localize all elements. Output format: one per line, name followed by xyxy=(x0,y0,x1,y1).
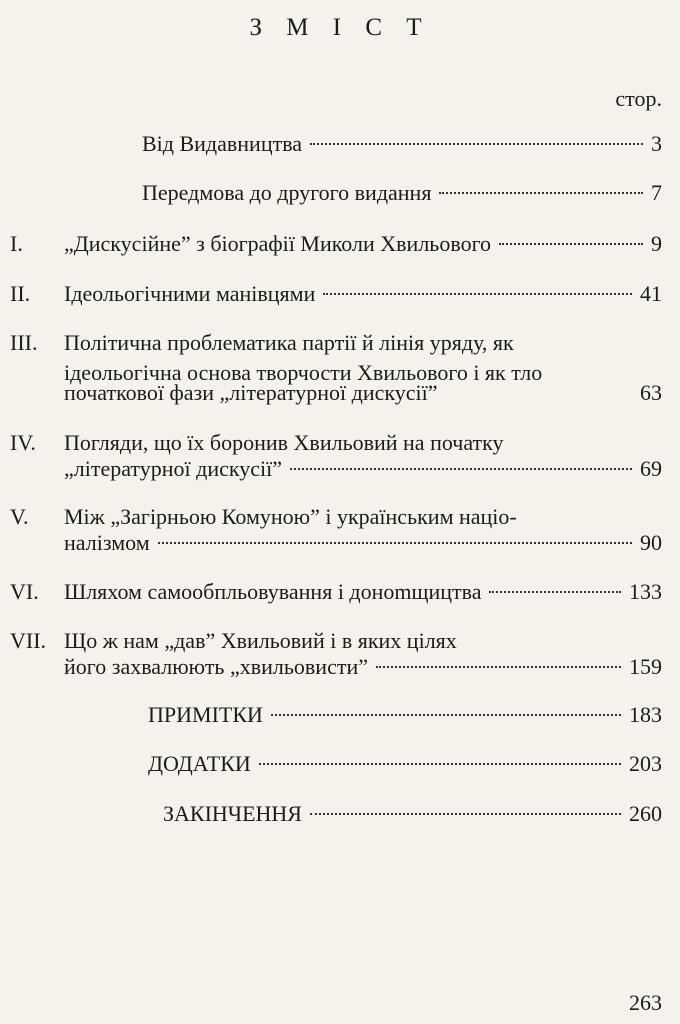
leader-dots xyxy=(158,542,632,544)
toc-entry-v-last[interactable] xyxy=(64,528,662,558)
chapter-number: VI. xyxy=(10,579,39,604)
toc-entry-zakinchennia[interactable] xyxy=(163,799,662,829)
chapter-number: IV. xyxy=(10,430,36,455)
toc-entry-page: 133 xyxy=(629,579,662,604)
leader-dots xyxy=(310,143,643,145)
toc-entry-text: Передмова до другого видання xyxy=(142,180,432,205)
toc-entry-text: налізмом xyxy=(64,530,150,555)
chapter-number: V. xyxy=(10,504,29,529)
leader-dots xyxy=(323,293,632,295)
toc-entry-text: Шляхом самообпльовування і доноmщицтва xyxy=(64,579,482,604)
page-column-label: стор. xyxy=(615,86,662,111)
toc-entry-text: Від Видавництва xyxy=(142,131,303,156)
toc-entry-peredmova[interactable] xyxy=(142,178,662,208)
toc-entry-ii[interactable] xyxy=(64,279,662,309)
page-number: 263 xyxy=(629,990,662,1015)
toc-entry-text: ДОДАТКИ xyxy=(148,751,251,776)
toc-entry-text: Ідеольогічними манівцями xyxy=(64,281,316,306)
toc-entry-vi[interactable] xyxy=(64,577,662,607)
toc-entry-page: 90 xyxy=(640,530,662,555)
toc-entry-text: „літературної дискусії” xyxy=(64,456,283,481)
leader-dots xyxy=(259,763,621,765)
toc-entry-line: ідеольогічна основа творчости Хвильового і як тло xyxy=(64,360,543,385)
toc-entry-page: 9 xyxy=(651,231,662,256)
toc-entry-page: 3 xyxy=(651,131,662,156)
chapter-number: I. xyxy=(10,231,23,256)
toc-entry-text: „Дискусійне” з біографії Миколи Хвильового xyxy=(64,231,492,256)
chapter-number: II. xyxy=(10,281,31,306)
toc-entry-vii-last[interactable] xyxy=(64,652,662,682)
toc-entry-iii-last[interactable] xyxy=(64,378,662,408)
leader-dots xyxy=(376,666,621,668)
toc-entry-page: 203 xyxy=(629,751,662,776)
toc-entry-page: 260 xyxy=(629,801,662,826)
toc-entry-text: його захвалюють „хвильовисти” xyxy=(64,654,368,679)
toc-entry-prymitky[interactable] xyxy=(148,700,662,730)
toc-entry-dodatky[interactable] xyxy=(148,749,662,779)
toc-entry-line: Між „Загірньою Комуною” і українським націо- xyxy=(64,504,517,529)
leader-dots xyxy=(271,714,621,716)
page-title: З М І С Т xyxy=(249,14,431,41)
leader-dots xyxy=(310,813,621,815)
toc-entry-page: 63 xyxy=(640,380,662,405)
toc-entry-line: Політична проблематика партії й лінія уряду, як xyxy=(64,330,514,355)
chapter-number: III. xyxy=(10,330,38,355)
toc-entry-text: ПРИМІТКИ xyxy=(148,702,263,727)
toc-entry-page: 159 xyxy=(629,654,662,679)
leader-dots xyxy=(290,468,632,470)
leader-dots xyxy=(499,243,643,245)
toc-entry-iv-last[interactable] xyxy=(64,454,662,484)
toc-entry-line: Погляди, що їх боронив Хвильовий на початку xyxy=(64,430,504,455)
toc-entry-i[interactable] xyxy=(64,229,662,259)
toc-entry-page: 41 xyxy=(640,281,662,306)
toc-entry-vid[interactable] xyxy=(142,129,662,159)
toc-entry-text: ЗАКІНЧЕННЯ xyxy=(163,801,302,826)
toc-entry-page: 183 xyxy=(629,702,662,727)
leader-dots xyxy=(489,591,621,593)
chapter-number: VII. xyxy=(10,628,47,653)
toc-entry-text: початкової фази „літературної дискусії” xyxy=(64,380,438,405)
leader-dots xyxy=(439,192,643,194)
toc-entry-line: Що ж нам „дав” Хвильовий і в яких цілях xyxy=(64,628,457,653)
toc-entry-page: 7 xyxy=(651,180,662,205)
toc-entry-page: 69 xyxy=(640,456,662,481)
